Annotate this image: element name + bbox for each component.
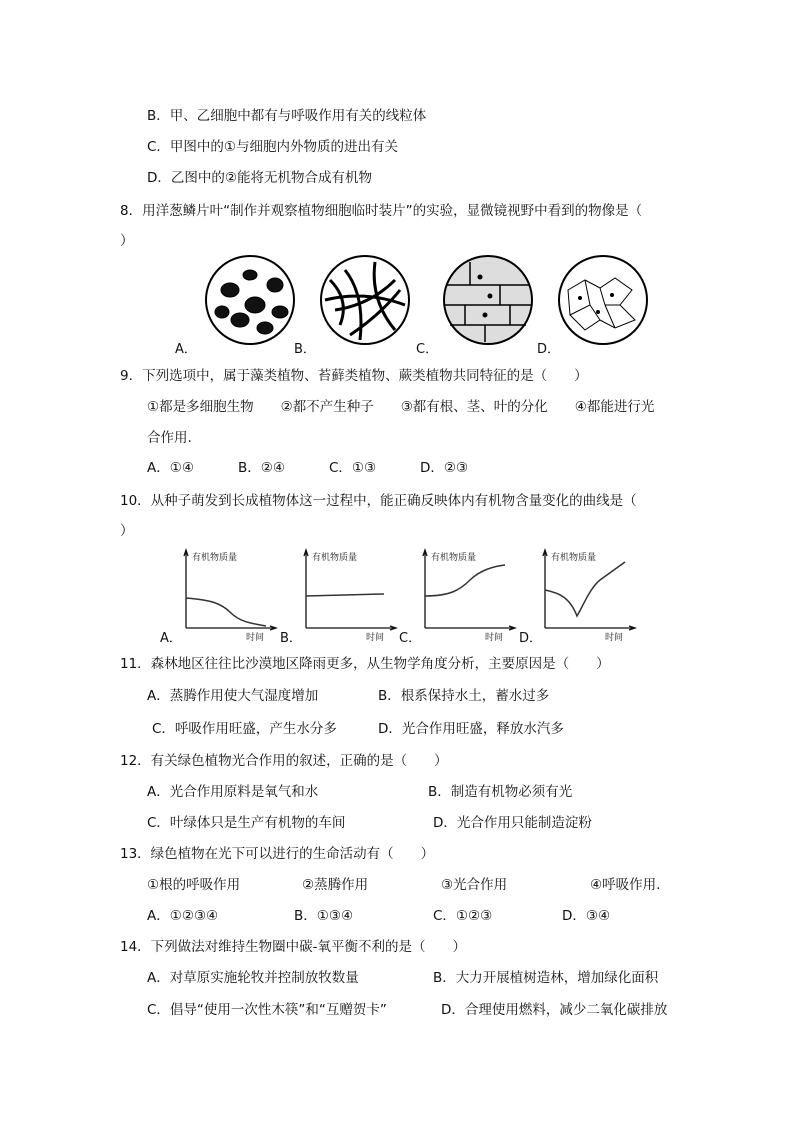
growth-curve-graph: [543, 548, 663, 648]
q13-item-4: ④呼吸作用.: [590, 877, 661, 893]
y-axis: [184, 550, 188, 628]
q14-option-c: C．倡导“使用一次性木筷”和“互赠贺卡”: [147, 1002, 387, 1018]
q7-option-b: B．甲、乙细胞中都有与呼吸作用有关的线粒体: [147, 108, 427, 124]
q10-stem: 10．从种子萌发到长成植物体这一过程中，能正确反映体内有机物含量变化的曲线是（: [120, 493, 637, 509]
q9-option-b: B．②④: [238, 460, 285, 476]
q8-stem: 8．用洋葱鳞片叶“制作并观察植物细胞临时装片”的实验，显微镜视野中看到的物像是（: [120, 203, 643, 219]
organic-matter-curve: [306, 594, 384, 596]
q8-close: ）: [120, 233, 134, 249]
q13-option-d: D．③④: [562, 908, 611, 924]
q10-label: D．: [519, 631, 543, 646]
x-axis: [545, 626, 635, 630]
q9-option-c: C．①③: [329, 460, 377, 476]
q9-statement-line2: 合作用.: [147, 430, 192, 446]
q9-stem: 9．下列选项中，属于藻类植物、苔藓类植物、蕨类植物共同特征的是（ ）: [120, 368, 588, 384]
y-axis-label: 有机物质量: [312, 553, 358, 563]
q12-option-c: C．叶绿体只是生产有机物的车间: [147, 815, 346, 831]
q10-close: ）: [120, 523, 134, 539]
q12-option-d: D．光合作用只能制造淀粉: [433, 815, 592, 831]
q13-option-a: A．①②③④: [147, 908, 219, 924]
q8-label-b: B．: [294, 342, 316, 357]
q13-option-c: C．①②③: [433, 908, 493, 924]
q13-option-b: B．①③④: [294, 908, 354, 924]
y-axis-label: 有机物质量: [192, 553, 238, 563]
q14-option-a: A．对草原实施轮牧并控制放牧数量: [147, 970, 359, 986]
image-c-onion-cells: [444, 256, 532, 344]
q11-option-b: B．根系保持水土，蓄水过多: [378, 688, 550, 704]
q10-label: C．: [399, 631, 422, 646]
q12-option-a: A．光合作用原料是氧气和水: [147, 784, 319, 800]
y-axis: [304, 550, 308, 628]
x-axis: [186, 626, 276, 630]
q8-label-d: D．: [537, 342, 561, 357]
q13-item-3: ③光合作用: [441, 877, 508, 893]
organic-matter-curve: [545, 562, 625, 616]
image-a-blood-cells: [206, 256, 294, 344]
x-axis-label: 时间: [246, 633, 265, 643]
y-axis: [543, 550, 547, 628]
q10-label: A．: [160, 631, 182, 646]
q12-stem: 12．有关绿色植物光合作用的叙述，正确的是（ ）: [120, 753, 448, 769]
y-axis-label: 有机物质量: [551, 553, 597, 563]
q12-option-b: B．制造有机物必须有光: [428, 784, 573, 800]
image-b-network: [321, 256, 409, 344]
x-axis-label: 时间: [366, 633, 385, 643]
organic-matter-curve: [425, 565, 505, 596]
q9-option-a: A．①④: [147, 460, 194, 476]
q11-option-a: A．蒸腾作用使大气湿度增加: [147, 688, 319, 704]
x-axis-label: 时间: [485, 633, 504, 643]
q8-microscope-images: [0, 250, 794, 370]
q13-item-2: ②蒸腾作用: [302, 877, 369, 893]
q14-option-d: D．合理使用燃料，减少二氧化碳排放: [441, 1002, 668, 1018]
q9-statement-line1: ①都是多细胞生物 ②都不产生种子 ③都有根、茎、叶的分化 ④都能进行光: [147, 399, 655, 415]
q13-item-1: ①根的呼吸作用: [147, 877, 241, 893]
x-axis: [425, 626, 515, 630]
x-axis: [306, 626, 396, 630]
y-axis-label: 有机物质量: [431, 553, 477, 563]
q11-stem: 11．森林地区往往比沙漠地区降雨更多，从生物学角度分析，主要原因是（ ）: [120, 656, 610, 672]
q13-stem: 13．绿色植物在光下可以进行的生命活动有（ ）: [120, 846, 435, 862]
q11-option-c: C．呼吸作用旺盛，产生水分多: [152, 721, 337, 737]
q14-option-b: B．大力开展植树造林，增加绿化面积: [433, 970, 659, 986]
q7-option-d: D．乙图中的②能将无机物合成有机物: [147, 170, 372, 186]
q11-option-d: D．光合作用旺盛，释放水汽多: [378, 721, 564, 737]
q7-option-c: C．甲图中的①与细胞内外物质的进出有关: [147, 139, 399, 155]
y-axis: [423, 550, 427, 628]
image-d-cheek-cells: [559, 256, 647, 344]
q10-label: B．: [280, 631, 302, 646]
q8-label-a: A．: [175, 342, 197, 357]
q8-label-c: C．: [416, 342, 439, 357]
organic-matter-curve: [186, 598, 266, 626]
x-axis-label: 时间: [605, 633, 624, 643]
q14-stem: 14．下列做法对维持生物圈中碳-氧平衡不利的是（ ）: [120, 939, 467, 955]
q9-option-d: D．②③: [420, 460, 469, 476]
